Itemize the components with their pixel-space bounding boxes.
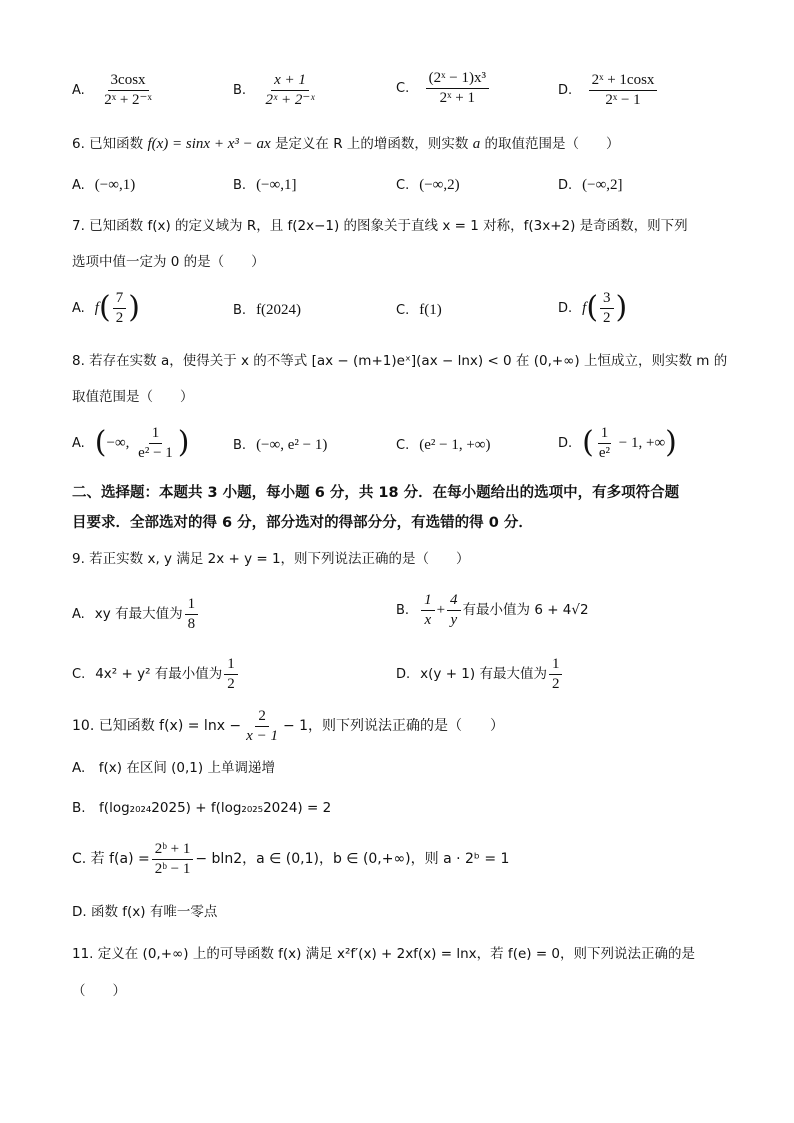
- fraction: $\frac{\text{2ᵇ + 1}}{\text{2ᵇ − 1}}$: [152, 841, 194, 877]
- q8-option-a: A. (−∞, $\frac{1}{\text{e² − 1}}$ ): [72, 425, 190, 461]
- q7-option-a: A. f( $\frac{7}{2}$ ): [72, 290, 140, 326]
- fraction: $\frac{3\cos x}{\text{2ˣ + 2⁻ˣ}}$: [104, 72, 152, 108]
- option-label: A.: [72, 83, 85, 98]
- fraction: $\frac{1}{x}$: [421, 592, 435, 628]
- q7-stem-line2: 选项中值一定为 0 的是（ ）: [72, 254, 265, 270]
- fraction: $\frac{1}{2}$: [224, 656, 238, 692]
- fraction: $\frac{7}{2}$: [113, 290, 127, 326]
- option-label: B.: [233, 83, 247, 98]
- fraction: $\frac{3}{2}$: [600, 290, 614, 326]
- q7-stem-line1: 7. 已知函数 f(x) 的定义域为 R，且 f(2x−1) 的图象关于直线 x = 1 对称，f(3x+2) 是奇函数，则下列: [72, 218, 688, 234]
- q6-stem: 6. 已知函数 f(x) = sinx + x³ − ax 是定义在 R 上的增函数，则实数 a 的取值范围是（ ）: [72, 136, 620, 152]
- q8-option-c: C. (e² − 1, +∞): [396, 437, 491, 453]
- q6-option-d: D. (−∞,2]: [558, 177, 623, 193]
- q6-option-c: C. (−∞,2): [396, 177, 460, 193]
- section2-heading-line2: 目要求．全部选对的得 6 分，部分选对的得部分分，有选错的得 0 分．: [72, 515, 533, 531]
- q8-option-b: B. (−∞, e² − 1): [233, 437, 328, 453]
- q8-stem-line1: 8. 若存在实数 a，使得关于 x 的不等式 [ax − (m+1)eˣ](ax − lnx) < 0 在 (0,+∞) 上恒成立，则实数 m 的: [72, 353, 728, 369]
- q11-stem-line1: 11. 定义在 (0,+∞) 上的可导函数 f(x) 满足 x²f′(x) + 2xf(x) = lnx，若 f(e) = 0，则下列说法正确的是: [72, 946, 696, 962]
- q10-option-a: A. f(x) 在区间 (0,1) 上单调递增: [72, 760, 275, 776]
- q5-option-a: [72, 72, 157, 108]
- option-label: D.: [558, 83, 573, 98]
- q6-formula: f(x) = sinx + x³ − ax: [147, 136, 271, 152]
- q5-option-b: [233, 72, 320, 108]
- q6-option-b: B. (−∞,1]: [233, 177, 297, 193]
- fraction: $\frac{1}{8}$: [185, 596, 199, 632]
- q6-option-a: A. (−∞,1): [72, 177, 136, 193]
- fraction: $\frac{1}{2}$: [549, 656, 563, 692]
- q10-option-b: B. f(log₂₀₂₄2025) + f(log₂₀₂₅2024) = 2: [72, 800, 332, 816]
- q9-stem: 9. 若正实数 x, y 满足 2x + y = 1，则下列说法正确的是（ ）: [72, 551, 470, 567]
- q9-option-b: B. $\frac{1}{x}$ + $\frac{4}{y}$ 有最小值为 6 + 4√2: [396, 592, 589, 628]
- q7-option-c: C. f(1): [396, 302, 442, 318]
- q10-option-c: C. 若 f(a) = $\frac{\text{2ᵇ + 1}}{\text{2ᵇ − 1}}$ − bln2，a ∈ (0,1)，b ∈ (0,+∞)，则 a · 2ᵇ = 1: [72, 841, 510, 877]
- q8-option-d: D. ( $\frac{1}{\text{e²}}$ − 1, +∞): [558, 425, 677, 461]
- q9-option-d: D. x(y + 1) 有最大值为 $\frac{1}{2}$: [396, 656, 564, 692]
- q7-option-d: D. f( $\frac{3}{2}$ ): [558, 290, 628, 326]
- q10-stem: 10. 已知函数 f(x) = lnx − $\frac{2}{x - 1}$ − 1，则下列说法正确的是（ ）: [72, 708, 505, 744]
- q11-stem-line2: （ ）: [72, 983, 126, 999]
- q7-option-b: B. f(2024): [233, 302, 302, 318]
- q5-option-c: [396, 70, 491, 106]
- fraction: $\frac{2}{x - 1}$: [246, 708, 278, 744]
- fraction: $\frac{\text{2ˣ + 1cosx}}{\text{2ˣ − 1}}$: [589, 72, 658, 108]
- fraction: $\frac{x + 1}{\text{2ˣ + 2⁻ˣ}}$: [265, 72, 315, 108]
- q10-option-d: D. 函数 f(x) 有唯一零点: [72, 904, 218, 920]
- q5-option-d: [558, 72, 659, 108]
- q9-option-a: A. xy 有最大值为 $\frac{1}{8}$: [72, 596, 200, 632]
- q9-option-c: C. 4x² + y² 有最小值为 $\frac{1}{2}$: [72, 656, 240, 692]
- q8-stem-line2: 取值范围是（ ）: [72, 389, 194, 405]
- section2-heading-line1: 二、选择题：本题共 3 小题，每小题 6 分，共 18 分．在每小题给出的选项中，有多项符合题: [72, 485, 680, 501]
- fraction: $\frac{1}{\text{e² − 1}}$: [138, 425, 173, 461]
- option-label: C.: [396, 81, 410, 96]
- fraction: $\frac{1}{\text{e²}}$: [598, 425, 611, 461]
- fraction: $\frac{\text{(2ˣ − 1)x³}}{\text{2ˣ + 1}}$: [426, 70, 489, 106]
- fraction: $\frac{4}{y}$: [447, 592, 461, 628]
